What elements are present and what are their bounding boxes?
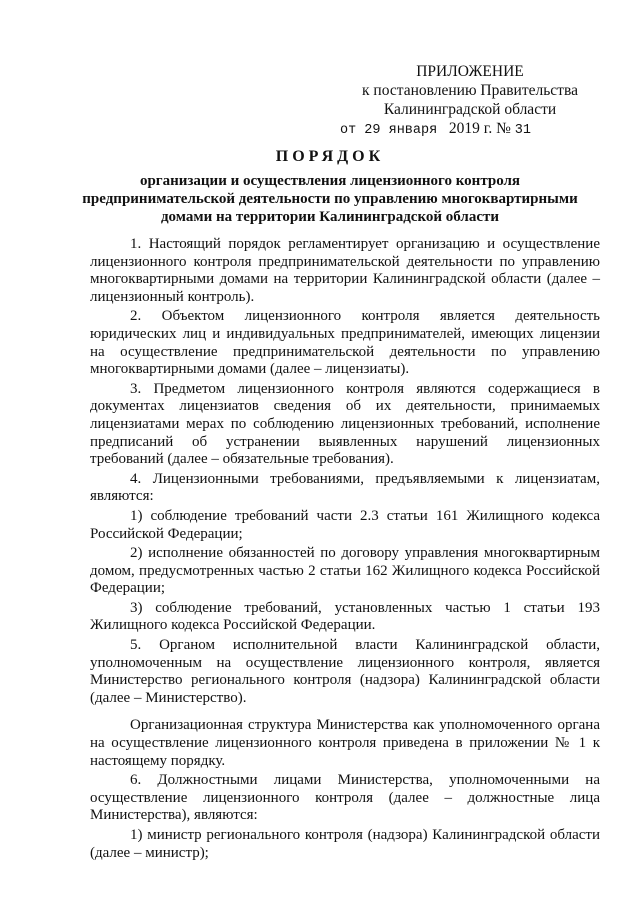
paragraph: Организационная структура Министерства как уполномоченного органа на осуществление лицензионного контроля приведена в приложении № 1 к настоящему порядку. xyxy=(90,717,600,769)
appendix-title: ПРИЛОЖЕНИЕ xyxy=(416,63,524,80)
document-subtitle-line: домами на территории Калининградской области xyxy=(160,209,500,225)
paragraph: 1. Настоящий порядок регламентирует организацию и осуществление лицензионного контроля предпринимательской деятельности по управлению многоквартирными домами на территории Калининградской области (далее – лицензионный контроль). xyxy=(90,236,600,305)
paragraph: 6. Должностными лицами Министерства, уполномоченными на осуществление лицензионного контроля (далее – должностные лица Министерства), являются: xyxy=(90,772,600,824)
list-item: 1) министр регионального контроля (надзора) Калининградской области (далее – министр); xyxy=(90,827,600,861)
paragraph: 3. Предметом лицензионного контроля являются содержащиеся в документах лицензиатов сведения об их деятельности, принимаемых лицензиатами мерах по соблюдению лицензионных требований, исполнение предписаний об устранении выявленных нарушений лицензионных требований (далее – обязательные требования). xyxy=(90,380,600,468)
document-body xyxy=(90,236,600,862)
paragraph: 4. Лицензионными требованиями, предъявляемыми к лицензиатам, являются: xyxy=(90,470,600,505)
appendix-line-1: к постановлению Правительства xyxy=(362,82,578,99)
appendix-year: 2019 г. № xyxy=(448,120,511,137)
appendix-line-2: Калининградской области xyxy=(383,101,557,118)
appendix-date: от 29 января xyxy=(340,123,438,138)
appendix-date-line xyxy=(330,119,610,140)
appendix-number: 31 xyxy=(514,123,531,138)
document-title-block xyxy=(70,148,590,226)
document-subtitle-line: предпринимательской деятельности по управлению многоквартирными xyxy=(82,191,578,207)
paragraph: 5. Органом исполнительной власти Калининградской области, уполномоченным на осуществление лицензионного контроля, является Министерство регионального контроля (надзора) Калининградской области (далее – Министерство). xyxy=(90,637,600,706)
document-subtitle-line: организации и осуществления лицензионного контроля xyxy=(139,173,521,189)
list-item: 2) исполнение обязанностей по договору управления многоквартирным домом, предусмотренных частью 2 статьи 162 Жилищного кодекса Российской Федерации; xyxy=(90,545,600,597)
appendix-stamp xyxy=(330,62,610,140)
list-item: 1) соблюдение требований части 2.3 статьи 161 Жилищного кодекса Российской Федерации; xyxy=(90,507,600,542)
document-heading: ПОРЯДОК xyxy=(275,148,385,165)
paragraph: 2. Объектом лицензионного контроля является деятельность юридических лиц и индивидуальных предпринимателей, имеющих лицензии на осуществление предпринимательской деятельности по управлению многоквартирными домами (далее – лицензиаты). xyxy=(90,308,600,378)
list-item: 3) соблюдение требований, установленных частью 1 статьи 193 Жилищного кодекса Российской Федерации. xyxy=(90,599,600,634)
